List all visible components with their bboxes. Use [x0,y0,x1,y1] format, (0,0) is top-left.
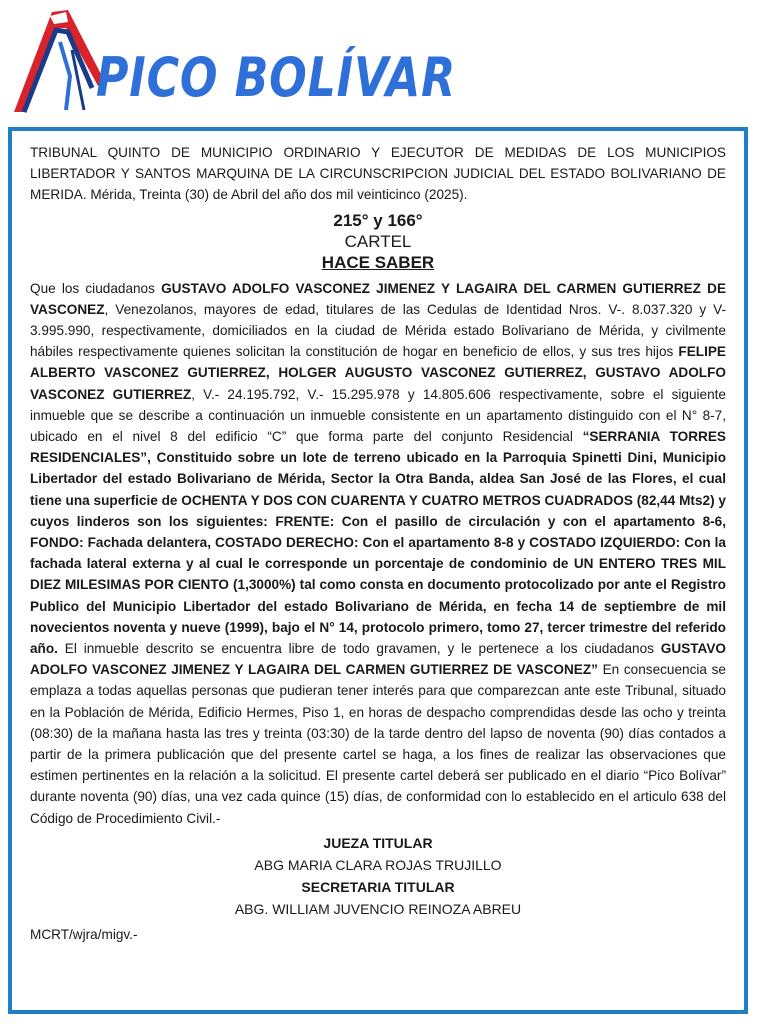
body-text-4: El inmueble descrito se encuentra libre de todo gravamen, y le pertenece a los ciudadanos [57,641,661,657]
body-text-1: Que los ciudadanos [30,280,162,296]
judge-name: ABG MARIA CLARA ROJAS TRUJILLO [254,856,502,873]
cartel-heading: CARTEL [344,231,412,251]
pico-bolivar-logo [10,6,457,118]
secretary-title: SECRETARIA TITULAR [301,878,455,895]
notice-frame [8,127,748,1014]
signature-block [30,832,726,920]
body-bold-1: GUSTAVO ADOLFO VASCONEZ JIMENEZ Y LAGAIRA DEL CARMEN GUTIERREZ DE VASCONEZ [30,280,727,317]
reference-number: 215° y 166° [333,210,423,230]
court-header: TRIBUNAL QUINTO DE MUNICIPIO ORDINARIO Y EJECUTOR DE MEDIDAS DE LOS MUNICIPIOS LIBERTADOR Y SANTOS MARQUINA DE LA CIRCUNSCRIPCION JUDICIAL DEL ESTADO BOLIVARIANO DE MERIDA. Mérida, Treinta (30) de Abril del año dos mil veinticinco (2025). [30,145,726,203]
body-bold-2: FELIPE ALBERTO VASCONEZ GUTIERREZ, HOLGER AUGUSTO VASCONEZ GUTIERREZ, GUSTAVO ADOLFO VASCONEZ GUTIERREZ [30,344,726,402]
judge-title: JUEZA TITULAR [323,834,433,851]
document-reference: MCRT/wjra/migv.- [30,926,138,942]
body-text-5: En consecuencia se emplaza a todas aquellas personas que pudieran tener interés para que comparezcan ante este Tribunal, situado en la Población de Mérida, Edificio Hermes, Piso 1, en horas de despacho comprendidas desde las ocho y treinta (08:30) de la mañana hasta las tres y treinta (03:30) de la tarde dentro del lapso de noventa (90) días contados a partir de la primera publicación que del presente cartel se haga, a los fines de realizar las observaciones que estimen pertinentes en la relación a la solicitud. El presente cartel deberá ser publicado en el diario “Pico Bolívar” durante noventa (90) días, una vez cada quince (15) días, de conformidad con lo establecido en el articulo 638 del Código de Procedimiento Civil.- [30,662,726,826]
notice-content [30,142,726,945]
body-bold-4: GUSTAVO ADOLFO VASCONEZ JIMENEZ Y LAGAIRA DEL CARMEN GUTIERREZ DE VASCONEZ” [30,641,726,678]
body-bold-3: “SERRANIA TORRES RESIDENCIALES”, Constituido sobre un lote de terreno ubicado en la Parroquia Spinetti Dini, Municipio Libertador del estado Bolivariano de Mérida, Sector la Otra Banda, aldea San José de las Flores, el cual tiene una superficie de OCHENTA Y DOS CON CUARENTA Y CUATRO METROS CUADRADOS (82,44 Mts2) y cuyos linderos son los siguientes: FRENTE: Con el pasillo de circulación y con el apartamento 8-6, FONDO: Fachada delantera, COSTADO DERECHO: Con el apartamento 8-8 y COSTADO IZQUIERDO: Con la fachada lateral externa y al cual le corresponde un porcentaje de condominio de UN ENTERO TRES MIL DIEZ MILESIMAS POR CIENTO (1,3000%) tal como consta en documento protocolizado por ante el Registro Publico del Municipio Libertador del estado Bolivariano de Mérida, en fecha 14 de septiembre de mil novecientos noventa y nueve (1999), bajo el N° 14, protocolo primero, tomo 27, tercer trimestre del referido año. [30,429,726,657]
secretary-name: ABG. WILLIAM JUVENCIO REINOZA ABREU [234,900,522,917]
body-text-2: , Venezolanos, mayores de edad, titulares de las Cedulas de Identidad Nros. V-. 8.037.320 y V- 3.995.990, respectivamente, domiciliados en la ciudad de Mérida estado Bolivariano de Mérida, y civilmente hábiles respectivamente quienes solicitan la constitución de hogar en beneficio de ellos, y sus tres hijos [30,301,726,360]
notice-body [30,278,726,829]
body-text-3: , V.- 24.195.792, V.- 15.295.978 y 14.805.606 respectivamente, sobre el siguiente inmueble que se describe a continuación un inmueble consistente en un apartamento distinguido con el N° 8-7, ubicado en el nivel 8 del edificio “C” que forma parte del conjunto Residencial [30,386,726,445]
logo-text: PICO BOLÍVAR [96,46,457,109]
hace-saber-heading: HACE SABER [321,252,435,272]
